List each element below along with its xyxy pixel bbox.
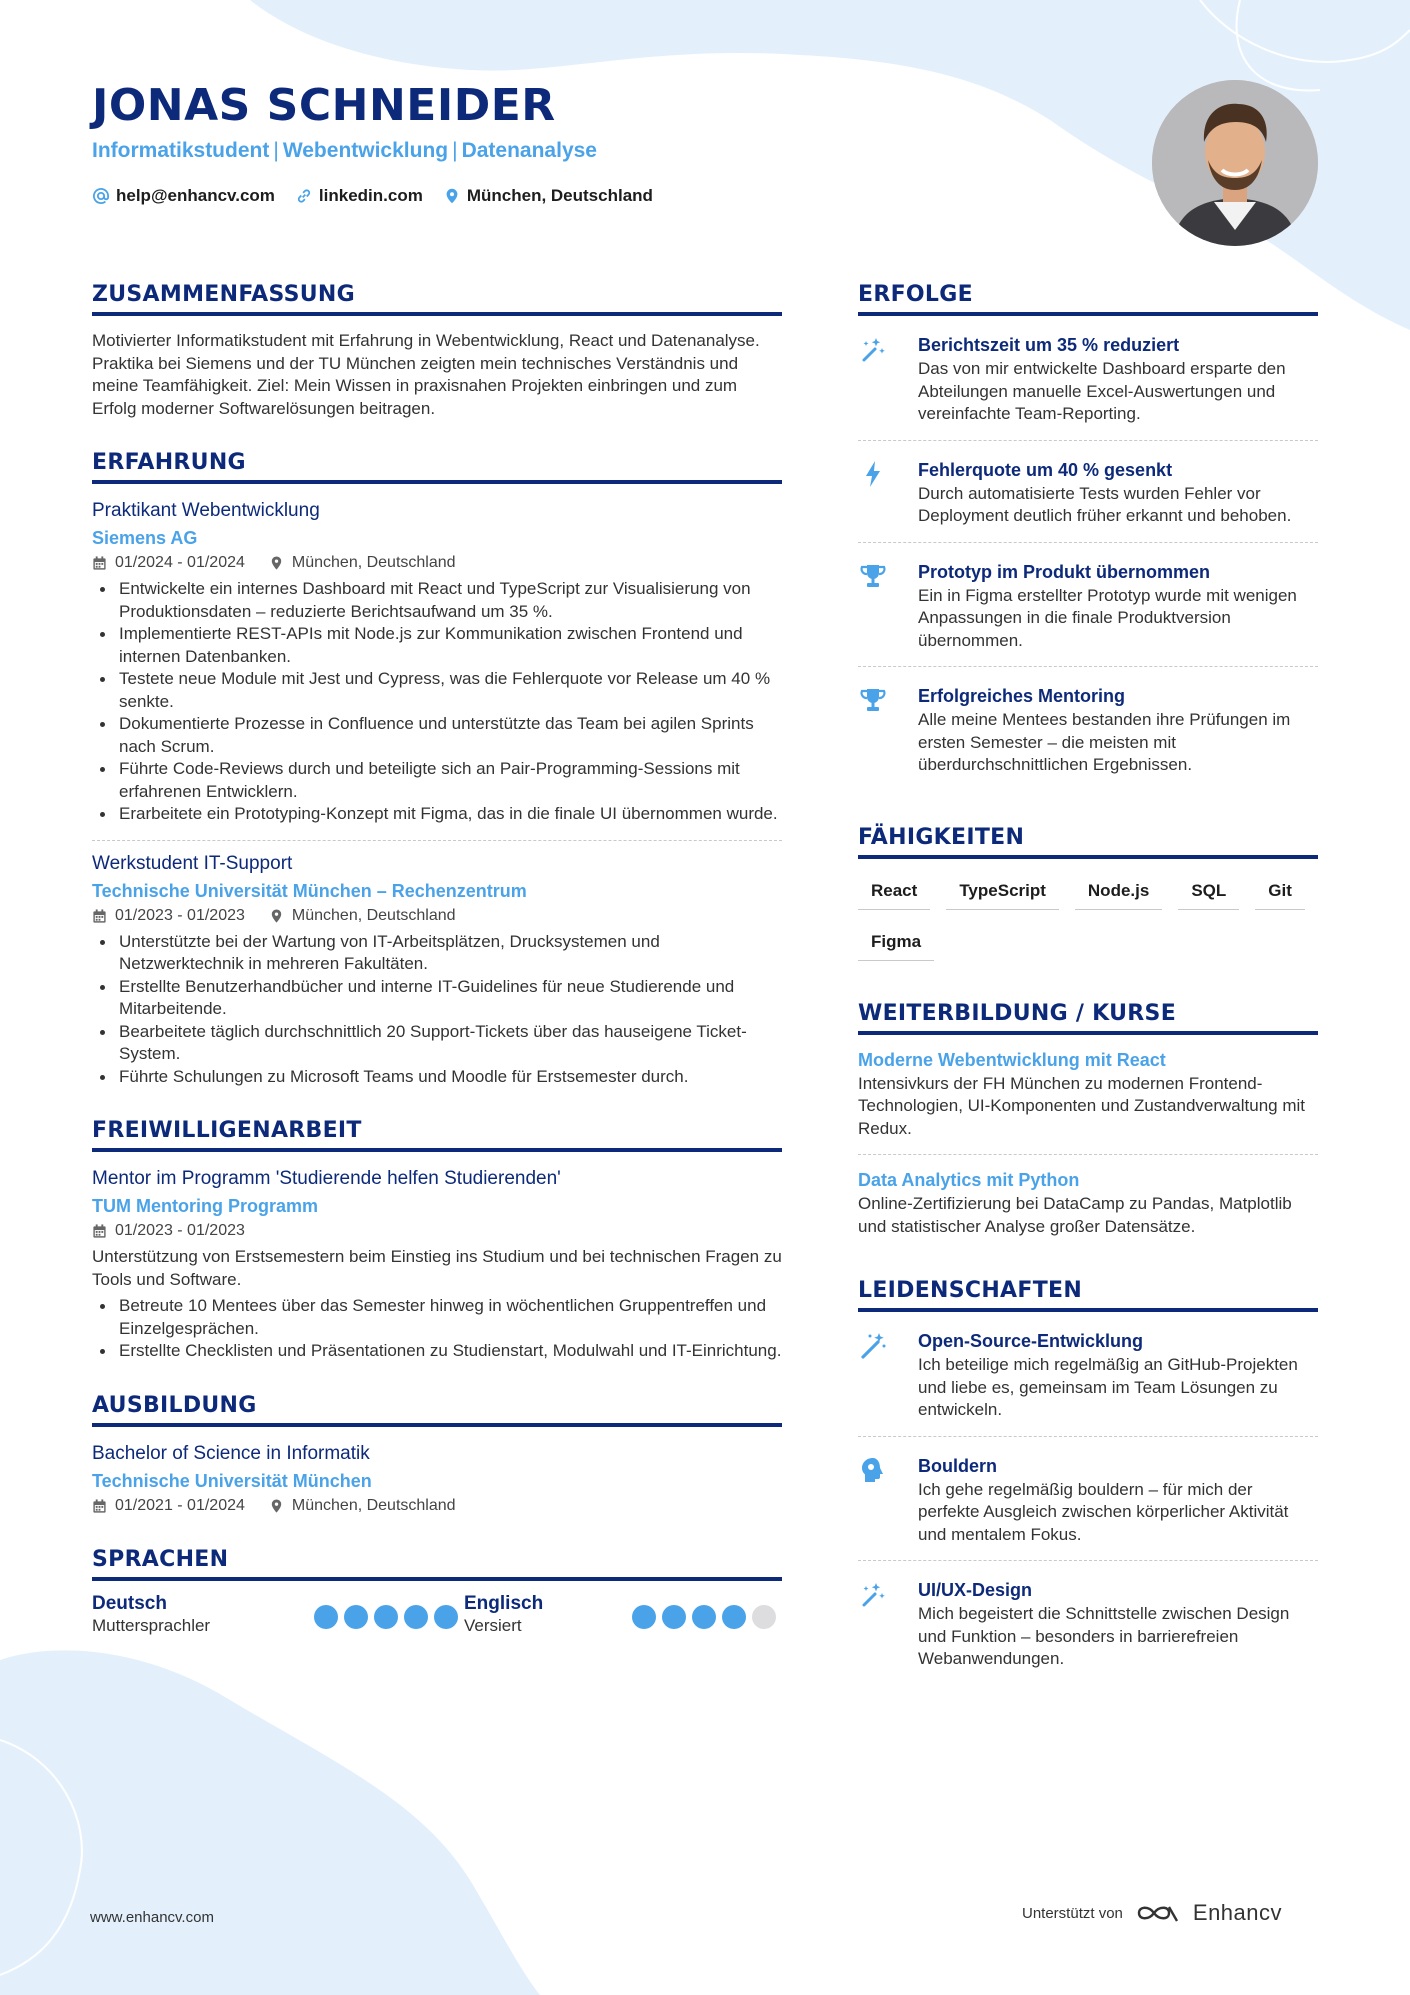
achievement-desc: Alle meine Mentees bestanden ihre Prüfungen im ersten Semester – die meisten mit überdurchschnittlichen Ergebnissen. [918,710,1291,774]
skill-tag: Git [1255,881,1305,910]
job-bullet: Implementierte REST-APIs mit Node.js zur Kommunikation zwischen Frontend und internen Datenbanken. [92,623,782,668]
education-school: Technische Universität München [92,1470,372,1491]
candidate-subtitle [92,139,597,163]
passion-icon-wrap [858,1453,918,1547]
job-company: Siemens AG [92,528,198,548]
divider [858,542,1318,543]
candidate-name: JONAS SCHNEIDER [92,80,556,131]
location-pin-icon [269,555,284,571]
passions-section [858,1278,1318,1671]
volunteer-heading: FREIWILLIGENARBEIT [92,1118,782,1152]
lightning-icon [858,459,888,489]
language-name: Deutsch [92,1592,167,1614]
calendar-icon [92,1498,107,1514]
profile-photo [1152,80,1318,246]
passion-body [918,1577,1318,1671]
location-text: München, Deutschland [466,186,653,205]
achievement-icon-wrap [858,457,918,528]
job-bullet: Testete neue Module mit Jest und Cypress, was die Fehlerquote vor Release um 40 % senkte. [92,668,782,713]
course-title: Data Analytics mit Python [858,1170,1080,1190]
passion-icon-wrap [858,1577,918,1671]
passion-body [918,1453,1318,1547]
achievements-section [858,282,1318,777]
job-bullet: Dokumentierte Prozesse in Confluence und unterstützte das Team bei agilen Sprints nach Scrum. [92,713,782,758]
linkedin-contact[interactable] [295,186,423,206]
job-meta [92,552,782,574]
brand-name: Enhancv [1192,1900,1283,1925]
achievement-icon-wrap [858,332,918,426]
volunteer-text: Unterstützung von Erstsemestern beim Einstieg ins Studium und bei technischen Fragen zu Tools und Software. [92,1247,782,1289]
skills-section [858,825,1318,961]
rating-dot-empty [752,1605,776,1629]
volunteer-meta [92,1220,782,1242]
job-dates [92,552,245,574]
linkedin-text[interactable]: linkedin.com [318,186,423,205]
achievement-desc: Durch automatisierte Tests wurden Fehler vor Deployment deutlich früher erkannt und behoben. [918,483,1292,525]
experience-entry [92,498,782,826]
job-bullet: Führte Schulungen zu Microsoft Teams und Moodle für Erstsemester durch. [92,1066,782,1089]
education-degree: Bachelor of Science in Informatik [92,1442,370,1464]
job-title: Werkstudent IT-Support [92,852,293,874]
passion-item [858,1453,1318,1547]
education-location-text: München, Deutschland [291,1496,456,1514]
course-desc: Online-Zertifizierung bei DataCamp zu Pandas, Matplotlib und statistischer Analyse großer Datensätze. [858,1194,1292,1236]
skill-tag: TypeScript [946,881,1059,910]
location-pin-icon [443,187,461,205]
skills-list [858,881,1318,961]
job-location-text: München, Deutschland [291,906,456,924]
job-meta [92,905,782,927]
experience-entry [92,851,782,1089]
courses-heading: WEITERBILDUNG / KURSE [858,1001,1318,1035]
job-bullet: Führte Code-Reviews durch und beteiligte sich an Pair-Programming-Sessions mit erfahrenen Entwicklern. [92,758,782,803]
job-bullet: Bearbeitete täglich durchschnittlich 20 Support-Tickets über das hauseigene Ticket-System. [92,1021,782,1066]
volunteer-dates-text: 01/2023 - 01/2023 [115,1222,245,1239]
contact-bar [92,186,653,206]
job-bullet: Unterstützte bei der Wartung von IT-Arbeitsplätzen, Drucksystemen und Netzwerktechnik in mehreren Fakultäten. [92,931,782,976]
volunteer-entry [92,1166,782,1363]
skills-heading: FÄHIGKEITEN [858,825,1318,859]
link-icon [295,187,313,205]
passion-desc: Mich begeistert die Schnittstelle zwischen Design und Funktion – besonders in barrierefreien Webanwendungen. [918,1604,1290,1668]
language-text [464,1593,543,1637]
achievement-body [918,559,1318,653]
achievement-desc: Das von mir entwickelte Dashboard ersparte den Abteilungen manuelle Excel-Auswertungen und vereinfachte Team-Reporting. [918,359,1286,423]
location-pin-icon [269,1498,284,1514]
passion-title: UI/UX-Design [918,1580,1033,1600]
at-icon [92,187,110,205]
achievement-icon-wrap [858,683,918,777]
volunteer-bullet: Betreute 10 Mentees über das Semester hinweg in wöchentlichen Gruppentreffen und Einzelgesprächen. [92,1295,782,1340]
magic-wand-icon [858,334,888,364]
skill-tag: SQL [1178,881,1239,910]
achievement-title: Berichtszeit um 35 % reduziert [918,335,1180,355]
language-name: Englisch [464,1592,544,1614]
achievements-heading: ERFOLGE [858,282,1318,316]
left-column [92,282,782,1667]
passion-title: Open-Source-Entwicklung [918,1331,1144,1351]
passion-item [858,1328,1318,1422]
achievement-item [858,457,1318,528]
magic-wand-icon [858,1579,888,1609]
rating-dot-filled [692,1605,716,1629]
location-pin-icon [269,908,284,924]
achievement-body [918,332,1318,426]
rating-dot-filled [314,1605,338,1629]
rating-dot-filled [344,1605,368,1629]
subtitle-separator: | [452,139,458,162]
language-rating [314,1605,458,1629]
divider [858,1154,1318,1155]
rating-dot-filled [632,1605,656,1629]
language-item [464,1593,782,1637]
rating-dot-filled [374,1605,398,1629]
email-contact[interactable] [92,186,275,206]
achievement-title: Prototyp im Produkt übernommen [918,561,1211,582]
trophy-icon [858,561,888,591]
head-icon [858,1455,888,1485]
volunteer-dates [92,1220,245,1242]
location-contact [443,186,653,206]
passion-item [858,1577,1318,1671]
language-text [92,1593,210,1637]
rating-dot-filled [404,1605,428,1629]
subtitle-part: Webentwicklung [282,139,449,162]
job-location-text: München, Deutschland [291,554,456,571]
job-location [269,552,456,574]
skill-tag: React [858,881,930,910]
education-location [269,1495,456,1517]
job-bullets [92,578,782,826]
experience-heading: ERFAHRUNG [92,450,782,484]
passions-heading: LEIDENSCHAFTEN [858,1278,1318,1312]
achievement-body [918,683,1318,777]
footer-website[interactable]: www.enhancv.com [90,1909,214,1926]
enhancv-logo-icon [1135,1901,1181,1925]
education-dates [92,1495,245,1517]
language-level: Versiert [464,1615,522,1635]
volunteer-section [92,1118,782,1363]
job-title: Praktikant Webentwicklung [92,500,320,521]
rating-dot-filled [434,1605,458,1629]
experience-section [92,450,782,1088]
job-dates [92,905,245,927]
divider [858,1436,1318,1437]
passion-desc: Ich gehe regelmäßig bouldern – für mich der perfekte Ausgleich zwischen körperlicher Aktivität und mentalem Fokus. [918,1479,1289,1544]
rating-dot-filled [662,1605,686,1629]
passion-title: Bouldern [918,1455,997,1476]
calendar-icon [92,908,107,924]
achievement-item [858,559,1318,653]
trophy-icon [858,685,888,715]
achievement-desc: Ein in Figma erstellter Prototyp wurde mit wenigen Anpassungen in die finale Produktversion übernommen. [918,585,1297,650]
calendar-icon [92,1223,107,1239]
achievement-item [858,683,1318,777]
footer-branding [1022,1900,1282,1926]
subtitle-part: Datenanalyse [461,139,597,162]
education-dates-text: 01/2021 - 01/2024 [115,1496,245,1514]
passion-body [918,1328,1318,1422]
passion-desc: Ich beteilige mich regelmäßig an GitHub-Projekten und liebe es, gemeinsam im Team Lösungen zu entwickeln. [918,1355,1298,1419]
language-level: Muttersprachler [92,1615,211,1635]
divider [858,666,1318,667]
job-bullet: Erarbeitete ein Prototyping-Konzept mit Figma, das in die finale UI übernommen wurde. [92,803,782,826]
divider [858,440,1318,441]
education-meta [92,1495,782,1517]
volunteer-org: TUM Mentoring Programm [92,1196,319,1216]
skill-tag: Node.js [1075,881,1162,910]
achievement-item [858,332,1318,426]
job-bullet: Entwickelte ein internes Dashboard mit React und TypeScript zur Visualisierung von Produktionsdaten – reduzierte Berichtsaufwand um 35 %. [92,578,782,623]
course-title: Moderne Webentwicklung mit React [858,1049,1166,1070]
volunteer-bullets [92,1295,782,1363]
divider [92,840,782,841]
education-entry [92,1441,782,1517]
language-rating [632,1605,776,1629]
courses-section [858,1001,1318,1239]
skill-tag: Figma [858,932,934,961]
languages-list [92,1593,782,1637]
wand-icon [858,1330,888,1360]
summary-section [92,282,782,420]
job-bullet: Erstellte Benutzerhandbücher und interne IT-Guidelines für neue Studierende und Mitarbeitende. [92,976,782,1021]
email-text[interactable]: help@enhancv.com [116,186,275,205]
languages-section [92,1547,782,1637]
volunteer-bullet: Erstellte Checklisten und Präsentationen zu Studienstart, Modulwahl und IT-Einrichtung. [92,1340,782,1363]
calendar-icon [92,555,107,571]
subtitle-separator: | [273,139,279,162]
job-company: Technische Universität München – Rechenzentrum [92,880,527,901]
rating-dot-filled [722,1605,746,1629]
summary-heading: ZUSAMMENFASSUNG [92,282,782,316]
achievement-body [918,457,1318,528]
job-dates-text: 01/2023 - 01/2023 [115,906,245,924]
job-bullets [92,931,782,1089]
volunteer-role: Mentor im Programm 'Studierende helfen Studierenden' [92,1168,561,1189]
powered-by-text: Unterstützt von [1022,1904,1123,1922]
job-location [269,905,456,927]
right-column [858,282,1318,1701]
passion-icon-wrap [858,1328,918,1422]
languages-heading: SPRACHEN [92,1547,782,1581]
achievement-title: Erfolgreiches Mentoring [918,686,1126,706]
divider [858,1560,1318,1561]
course-desc: Intensivkurs der FH München zu modernen Frontend-Technologien, UI-Komponenten und Zustandverwaltung mit Redux. [858,1073,1305,1138]
achievement-icon-wrap [858,559,918,653]
job-dates-text: 01/2024 - 01/2024 [115,554,245,571]
education-heading: AUSBILDUNG [92,1393,782,1427]
language-item [92,1593,464,1637]
achievement-title: Fehlerquote um 40 % gesenkt [918,459,1173,480]
summary-text: Motivierter Informatikstudent mit Erfahrung in Webentwicklung, React und Datenanalyse. Praktika bei Siemens und der TU München zeigten mein technisches Verständnis und meine Teamfähigkeit. Ziel: Mein Wissen in praxisnahen Projekten einbringen und zum Erfolg moderner Softwarelösungen beitragen. [92,331,760,418]
profile-avatar-icon [1152,80,1318,246]
subtitle-part: Informatikstudent [92,139,270,162]
education-section [92,1393,782,1517]
